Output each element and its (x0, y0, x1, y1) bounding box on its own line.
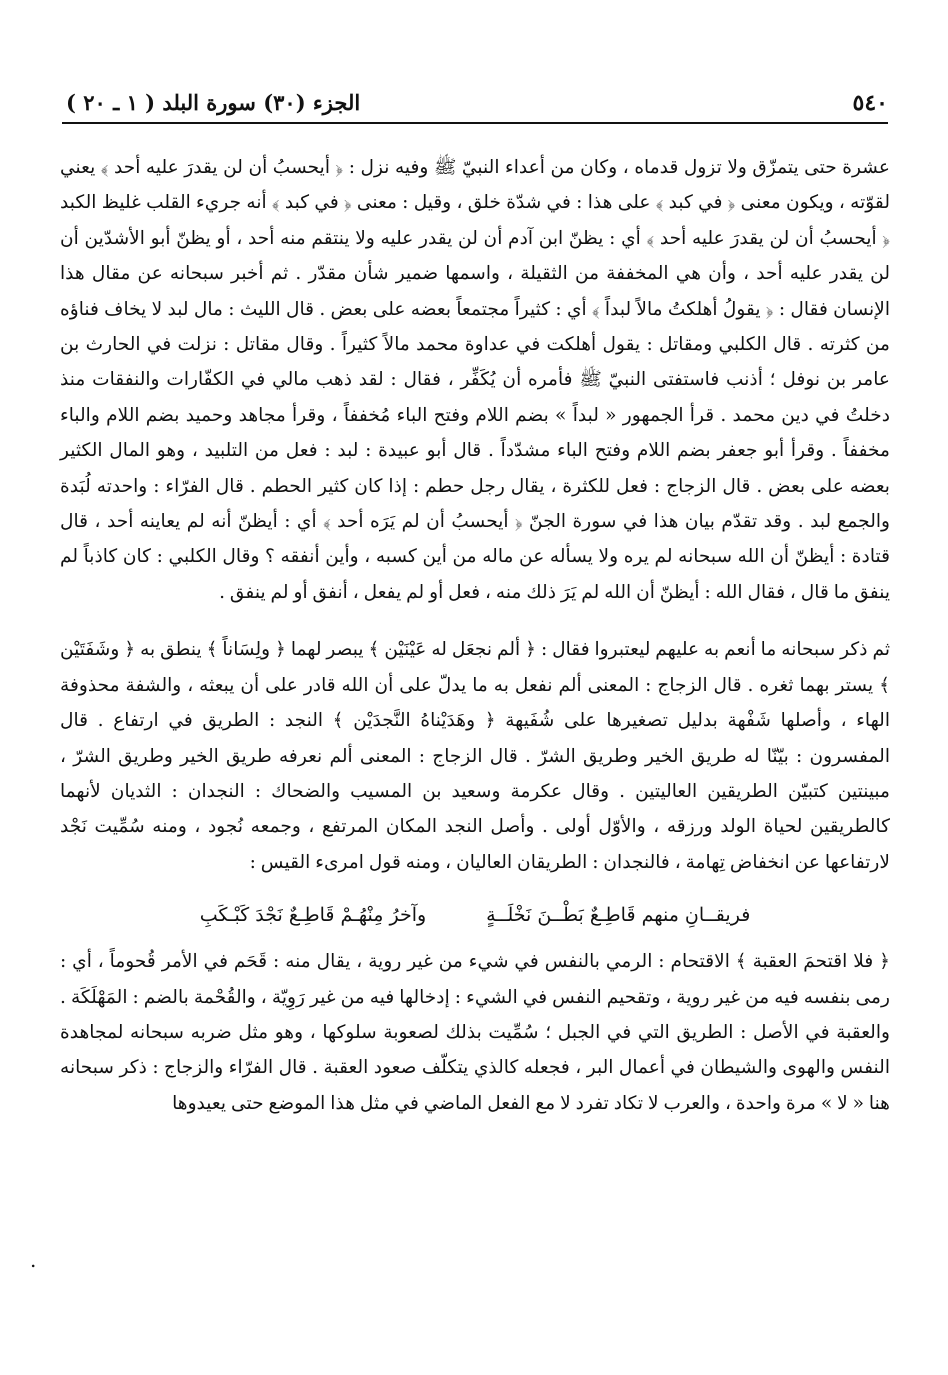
closing-mark: . (30, 1248, 37, 1272)
poem-first-hemistich: فريقــانِ منهم قَاطِـعٌ بَطْــنَ نَخْلَــةٍ (486, 904, 751, 927)
poem-verse (60, 898, 890, 932)
page-number: ٥٤٠ (852, 90, 888, 116)
header-rule (62, 122, 888, 124)
paragraph-tafsir-kabad: عشرة حتى يتمزّق ولا تزول قدماه ، وكان من أعداء النبيّ ﷺ وفيه نزل : ﴿ أيحسبُ أن لن يقدرَ عليه أحد ﴾ يعني لقوّته ، ويكون معنى ﴿ في كبد ﴾ على هذا : في شدّة خلق ، وقيل : معنى ﴿ في كبد ﴾ أنه جريء القلب غليظ الكبد ﴿ أيحسبُ أن لن يقدرَ عليه أحد ﴾ أي : يظنّ ابن آدم أن لن يقدر عليه ولا ينتقم منه أحد ، أو يظنّ أبو الأشدّين أن لن يقدر عليه أحد ، وأن هي المخففة من الثقيلة ، واسمها ضمير شأن مقدّر . ثم أخبر سبحانه عن مقال هذا الإنسان فقال : ﴿ يقولُ أهلكتُ مالاً لبداً ﴾ أي : كثيراً مجتمعاً بعضه على بعض . قال الليث : مال لبد لا يخاف فناؤه من كثرته . قال الكلبي ومقاتل : يقول أهلكت في عداوة محمد مالاً كثيراً . وقال مقاتل : نزلت في الحارث بن عامر بن نوفل ؛ أذنب فاستفتى النبيّ ﷺ فأمره أن يُكَفِّر ، فقال : لقد ذهب مالي في الكفّارات والنفقات منذ دخلتُ في دين محمد . قرأ الجمهور « لبداً » بضم اللام وفتح الباء مُخففاً ، وقرأ مجاهد وحميد بضم اللام والباء مخففاً . وقرأ أبو جعفر بضم اللام وفتح الباء مشدّداً . قال أبو عبيدة : لبد : فعل من التلبيد ، وهو المال الكثير بعضه على بعض . قال الزجاج : فعل للكثرة ، يقال رجل حطم : إذا كان كثير الحطم . قال الفرّاء : واحدته لُبَدة والجمع لبد . وقد تقدّم بيان هذا في سورة الجنّ ﴿ أيحسبُ أن لم يَرَه أحد ﴾ أي : أيظنّ أنه لم يعاينه أحد ، قال قتادة : أيظنّ أن الله سبحانه لم يره ولا يسأله عن ماله من أين كسبه ، وأين أنفقه ؟ وقال الكلبي : كان كاذباً لم ينفق ما قال ، فقال الله : أيظنّ أن الله لم يَرَ ذلك منه ، فعل أو لم يفعل ، أنفق أو لم ينفق . (60, 157, 890, 603)
page-body (60, 150, 890, 1121)
page-header (62, 84, 888, 120)
paragraph-tafsir-najdayn: ثم ذكر سبحانه ما أنعم به عليهم ليعتبروا فقال : ﴿ ألم نجعَل له عَيْنَيْن ﴾ يبصر لهما ﴿ ولِسَاناً ﴾ ينطق به ﴿ وشَفَتَيْن ﴾ يستر بهما ثغره . قال الزجاج : المعنى ألم نفعل به ما يدلّ على أن الله قادر على أن يبعثه ، والشفة محذوفة الهاء ، وأصلها شَفْهة بدليل تصغيرها على شُفَيهة ﴿ وهَدَيْناهُ النَّجدَيْن ﴾ النجد : الطريق في ارتفاع . قال المفسرون : بيّنّا له طريق الخير وطريق الشرّ . قال الزجاج : المعنى ألم نعرفه طريق الخير وطريق الشرّ ، مبينتين كتبيّن الطريقين العاليتين . وقال عكرمة وسعيد بن المسيب والضحاك : النجدان : الثديان لأنهما كالطريقين لحياة الولد ورزقه ، والأوّل أولى . وأصل النجد المكان المرتفع ، وجمعه نُجود ، ومنه سُمِّيت نَجْد لارتفاعها عن انخفاض تِهامة ، فالنجدان : الطريقان العاليان ، ومنه قول امرىء القيس : (60, 639, 890, 873)
paragraph-tafsir-aqaba: ﴿ فلا اقتحمَ العقبة ﴾ الاقتحام : الرمي بالنفس في شيء من غير روية ، يقال منه : قَحَم في الأمر قُحوماً ، أي : رمى بنفسه فيه من غير روية ، وتقحيم النفس في الشيء : إدخالها فيه من غير رَوِيّة ، والقُحْمة بالضم : المَهْلَكَة . والعقبة في الأصل : الطريق التي في الجبل ؛ سُمِّيت بذلك لصعوبة سلوكها ، وهو مثل ضربه سبحانه لمجاهدة النفس والهوى والشيطان في أعمال البر ، فجعله كالذي يتكلّف صعود العقبة . قال الفرّاء والزجاج : ذكر سبحانه هنا « لا » مرة واحدة ، والعرب لا تكاد تفرد لا مع الفعل الماضي في مثل هذا الموضع حتى يعيدوها (60, 951, 890, 1114)
poem-second-hemistich: وآخرُ مِنْهُـمْ قَاطِـعٌ نَجْدَ كَبْـكَبِ (199, 904, 427, 927)
running-title: الجزء (٣٠) سورة البلد ( ١ ـ ٢٠ ) (66, 90, 361, 115)
